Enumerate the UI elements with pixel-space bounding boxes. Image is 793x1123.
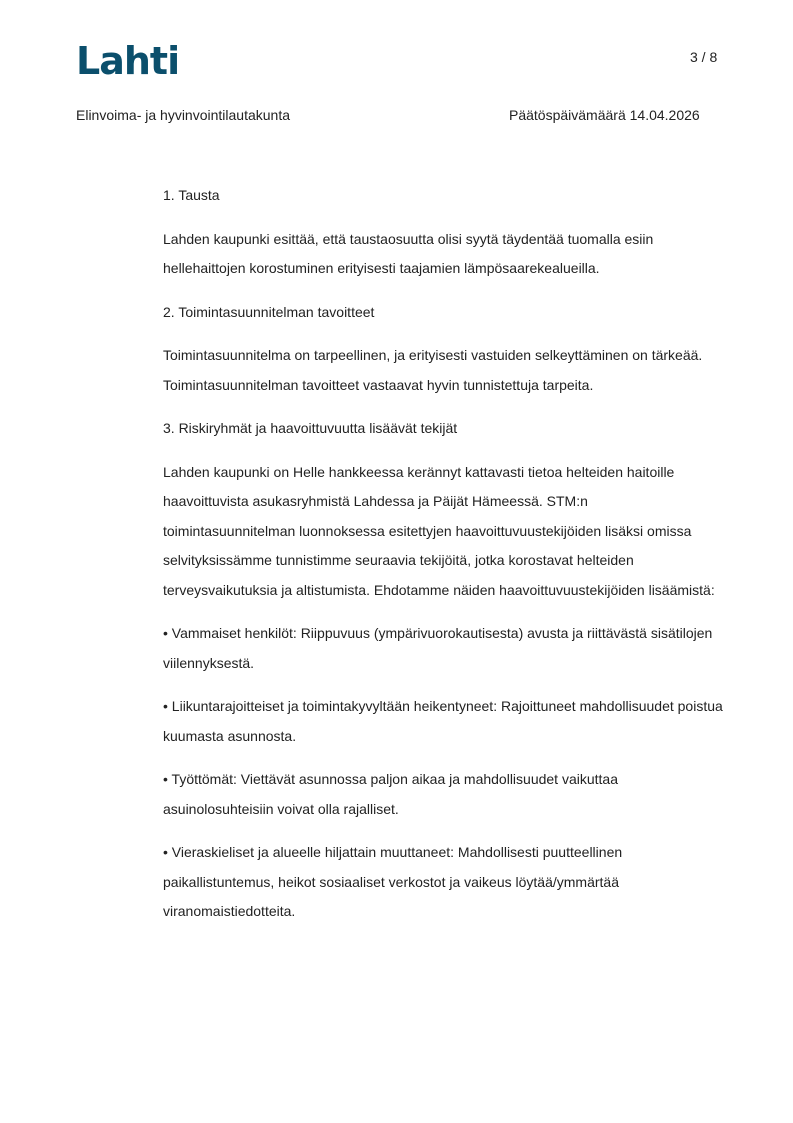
decision-date: Päätöspäivämäärä 14.04.2026 [509,107,700,123]
section-heading-riskiryhmat: 3. Riskiryhmät ja haavoittuvuutta lisäävät tekijät [163,420,458,436]
paragraph-riskiryhmat: Lahden kaupunki on Helle hankkeessa kerännyt kattavasti tietoa helteiden haitoille haavoittuvista asukasryhmistä Lahdessa ja Päijät Hämeessä. STM:n toimintasuunnitelman luonnoksessa esitettyjen haavoittuvuustekijöiden lisäksi omissa selvityksissämme tunnistimme seuraavia tekijöitä, jotka korostavat helteiden terveysvaikutuksia ja altistumista. Ehdotamme näiden haavoittuvuustekijöiden lisäämistä: [163,463,715,598]
committee-name: Elinvoima- ja hyvinvointilautakunta [76,107,290,123]
bullet-item: • Liikuntarajoitteiset ja toimintakyvyltään heikentyneet: Rajoittuneet mahdollisuudet poistua kuumasta asunnosta. [163,698,723,744]
bullet-item: • Vieraskieliset ja alueelle hiljattain muuttaneet: Mahdollisesti puutteellinen paikallistuntemus, heikot sosiaaliset verkostot ja vaikeus löytää/ymmärtää viranomaistiedotteita. [163,844,623,919]
bullet-item: • Vammaiset henkilöt: Riippuvuus (ympärivuorokautisesta) avusta ja riittävästä sisätilojen viilennyksestä. [163,625,713,671]
page-number: 3 / 8 [690,49,718,65]
section-heading-tavoitteet: 2. Toimintasuunnitelman tavoitteet [163,303,375,320]
paragraph-tavoitteet: Toimintasuunnitelma on tarpeellinen, ja erityisesti vastuiden selkeyttäminen on tärkeää. Toimintasuunnitelman tavoitteet vastaavat hyvin tunnistettuja tarpeita. [163,347,703,393]
section-heading-tausta: 1. Tausta [163,187,220,203]
paragraph-tausta: Lahden kaupunki esittää, että taustaosuutta olisi syytä täydentää tuomalla esiin hellehaittojen korostuminen erityisesti taajamien lämpösaarekealueilla. [163,230,654,276]
document-body [163,181,723,941]
lahti-logo: Lahti [76,39,180,83]
bullet-item: • Työttömät: Viettävät asunnossa paljon aikaa ja mahdollisuudet vaikuttaa asuinolosuhteisiin voivat olla rajalliset. [163,771,618,817]
